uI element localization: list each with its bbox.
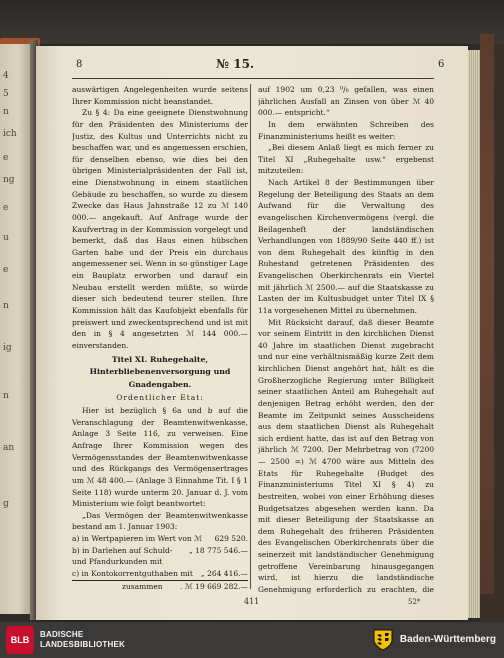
library-footer-bar [0, 622, 504, 658]
asset-row [72, 545, 248, 568]
section-subheading: Ordentlicher Etat: [116, 392, 204, 402]
blb-logo-text: BLB [10, 634, 30, 645]
prev-page-fragment: u [3, 233, 9, 243]
state-branding[interactable] [372, 628, 496, 652]
asset-row [72, 568, 248, 581]
paragraph: „Das Vermögen der Beamtenwitwenkasse bestand am 1. Januar 1903: [72, 510, 248, 532]
paragraph [72, 592, 248, 594]
prev-page-fragment: n [3, 107, 9, 117]
paragraph: auf 1902 um 0,23 ⁰/₀ gefallen, was einen jährlichen Ausfall an Zinsen von über ℳ 40 000.— entspricht.“ [258, 85, 434, 118]
page-header-left-number: 8 [76, 59, 83, 70]
asset-row [72, 533, 248, 545]
paragraph: Nach Artikel 8 der Bestimmungen über Regelung der Beteiligung des Staats an dem Aufwand für die Verwaltung des evangelischen Kirchenvermögens (vergl. die Beilagenheft der landständischen Verhandlungen von 1889/90 Seite 440 ff.) ist von dem Ruhegehalt des künftig in den Ruhestand getretenen Präsidenten des Evangelischen Oberkirchenrats ein Viertel mit jährlich ℳ 2500.— auf die Staatskasse zu Lasten der im Kultusbudget unter Titel IX § 11a vorgesehenen Mittel zu übernehmen. [258, 178, 434, 315]
prev-page-fragment: e [3, 203, 9, 213]
previous-page-edge [0, 44, 30, 614]
prev-page-fragment: e [3, 265, 9, 275]
book-cover-top [0, 0, 504, 44]
prev-page-fragment: ng [3, 175, 15, 185]
prev-page-fragment: ig [3, 343, 12, 353]
asset-value: 629 520. [214, 534, 248, 544]
prev-page-fragment: ich [3, 129, 17, 139]
asset-label: b) in Darlehen auf Schuld- und Pfandurkunden mit [72, 545, 173, 567]
header-rule [72, 78, 434, 79]
prev-page-fragment: an [3, 443, 15, 453]
library-name[interactable] [40, 630, 125, 650]
column-divider [250, 84, 251, 589]
paragraph: Zu § 4: Da eine geeignete Dienstwohnung für den Präsidenten des Ministeriums der Justiz, des Kultus und Unterrichts nicht zu beschaffen war, und es angemessen erschien, für denselben ebenso, wie dies bei den übrigen Ministerialpräsidenten der Fall ist, eine Dienstwohnung in einem staatlichen Gebäude zu beschaffen, so wurde zu diesem Zwecke das Haus Jahnstraße 12 zu ℳ 140 000.— angekauft. Auf Anfrage wurde der Kaufvertrag in der Kommission vorgelegt und bemerkt, daß das Haus einen hübschen Garten habe und der Preis ein durchaus angemessener sei. Wenn in so günstiger Lage ein Bauplatz erworben und darauf ein Neubau erstellt werden müßte, so würde dieser sich bedeutend teurer stellen. Ihre Kommission hält das Kaufobjekt ebenfalls für preiswert und zweckentsprechend und ist mit den in § 4 angesetzten ℳ 144 000.— einverstanden. [72, 108, 248, 350]
section-heading: Titel XI. Ruhegehalte, Hinterbliebenenversorgung und Gnadengaben. [89, 355, 231, 389]
prev-page-fragment: n [3, 391, 9, 401]
paragraph: Mit Rücksicht darauf, daß dieser Beamte vor seinem Eintritt in den kirchlichen Dienst 40 Jahre im staatlichen Dienst zugebracht und nur eine verhältnismäßig kurze Zeit dem kirchlichen Dienst angehört hat, hält es die Großherzogliche Regierung unter Billigkeit seiner staatlichen Anteil am Ruhegehalt auf denjenigen Betrag erhöht werden, den der Beamte im Zeitpunkt seines Ausscheidens aus dem staatlichen Dienst als Ruhegehalt sich erdient hatte, das ist auf den Betrag von jährlich ℳ 7200. Der Mehrbetrag von (7200 — 2500 =) ℳ 4700 wäre aus Mitteln des Etats für Ruhegehalte (Budget des Finanzministeriums Titel XI § 4) zu bestreiten, wobei von einer Erhöhung dieses Budgetsatzes abgesehen werden kann. Da mit dieser Beteiligung der Staatskasse an dem Ruhegehalt des früheren Präsidenten des Evangelischen Oberkirchenrats über die seinerzeit mit landständischer Genehmigung getroffene Vereinbarung hinausgegangen wird, ist hierzu die landständische Genehmigung erforderlich zu erachten, die [258, 317, 434, 594]
page-stack-edge [468, 50, 480, 618]
paragraph: „Bei diesem Anlaß liegt es mich ferner zu Titel XI „Ruhegehalte usw.“ ergebenst mitzuteilen: [258, 143, 434, 176]
printer-signature: 52* [408, 598, 421, 606]
page-header-right-number: 6 [438, 59, 445, 70]
prev-page-fragment: g [3, 499, 9, 509]
prev-page-fragment: 4 [3, 71, 9, 81]
library-name-line1: BADISCHE [40, 630, 84, 639]
asset-label: a) in Wertpapieren im Wert von ℳ [72, 534, 203, 544]
asset-value: „ 264 416.— [200, 568, 248, 578]
page-header-issue-number: № 15. [216, 57, 255, 71]
prev-page-fragment: e [3, 153, 9, 163]
paragraph: In dem erwähnten Schreiben des Finanzministeriums heißt es weiter: [258, 119, 434, 141]
book-cover-edge [480, 34, 494, 594]
page-number: 411 [244, 597, 260, 606]
document-page [36, 46, 468, 620]
state-name: Baden-Württemberg [399, 634, 496, 645]
asset-value: „ 18 775 546.— [188, 545, 248, 555]
state-crest-icon [372, 628, 394, 652]
library-name-line2: LANDESBIBLIOTHEK [40, 640, 125, 649]
blb-logo-icon[interactable] [6, 626, 34, 654]
paragraph: Hier ist bezüglich § 6a und b auf die Veranschlagung der Beamtenwitwenkasse, Anlage 3 Seite 116, zu verweisen. Eine Anfrage Ihrer Kommission wegen des Vermögensstandes der Beamtenwitwenkasse und des Rückgangs des Vermögensertrages um ℳ 48 400.— (Anlage 3 Einnahme Tit. I § 1 Seite 118) wurde unterm 20. Januar d. J. vom Ministerium wie folgt beantwortet: [72, 406, 248, 509]
prev-page-fragment: n [3, 301, 9, 311]
left-text-column [72, 84, 248, 594]
asset-total-row [72, 581, 248, 593]
right-text-column [258, 84, 434, 594]
asset-label: zusammen [122, 581, 163, 591]
asset-label: c) in Kontokorrentguthaben mit [72, 568, 193, 578]
prev-page-fragment: 5 [3, 89, 9, 99]
asset-value: . ℳ 19 669 282.— [180, 581, 248, 591]
paragraph: auswärtigen Angelegenheiten wurde seitens Ihrer Kommission nicht beanstandet. [72, 85, 248, 106]
